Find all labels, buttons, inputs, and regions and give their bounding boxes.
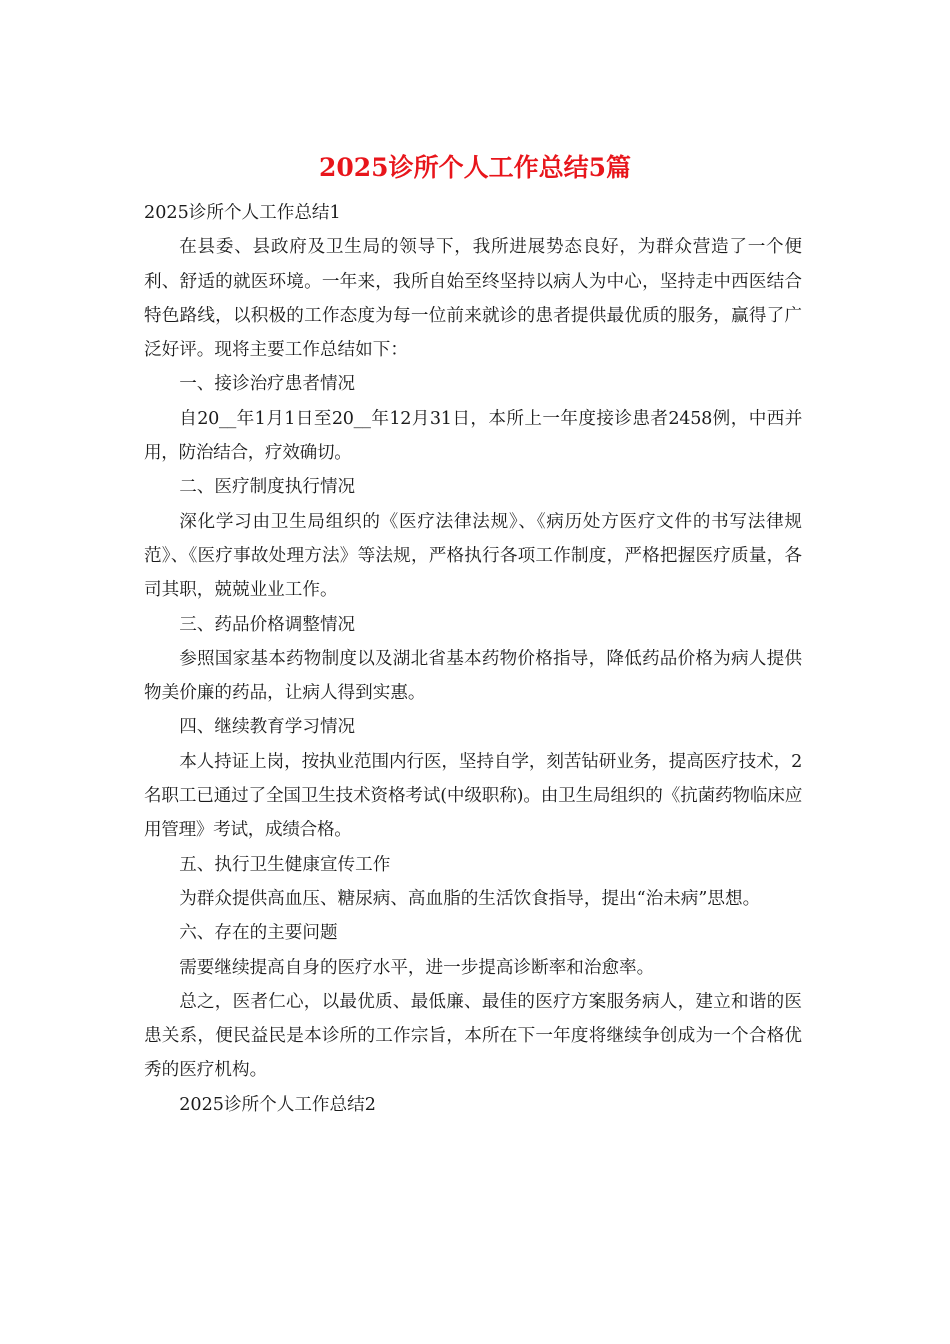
paragraph-patients: 自20__年1月1日至20__年12月31日，本所上一年度接诊患者2458例，中西并用，防治结合，疗效确切。 — [144, 408, 802, 464]
subheading-patients: 一、接诊治疗患者情况 — [179, 374, 356, 395]
paragraph-medical-system: 深化学习由卫生局组织的《医疗法律法规》、《病历处方医疗文件的书写法律规范》、《医疗事故处理方法》等法规，严格执行各项工作制度，严格把握医疗质量，各司其职，兢兢业业工作。 — [144, 511, 802, 601]
subheading-drug-prices: 三、药品价格调整情况 — [179, 614, 356, 635]
subheading-education: 四、继续教育学习情况 — [179, 717, 356, 738]
document-title: 2025诊所个人工作总结5篇 — [319, 153, 631, 182]
subheading-health-promotion: 五、执行卫生健康宣传工作 — [179, 854, 391, 875]
paragraph-problems: 需要继续提高自身的医疗水平，进一步提高诊断率和治愈率。 — [179, 957, 655, 978]
intro-paragraph: 在县委、县政府及卫生局的领导下，我所进展势态良好，为群众营造了一个便利、舒适的就医环境。一年来，我所自始至终坚持以病人为中心，坚持走中西医结合特色路线，以积极的工作态度为每一位前来就诊的患者提供最优质的服务，赢得了广泛好评。现将主要工作总结如下： — [144, 237, 802, 361]
section-heading-2: 2025诊所个人工作总结2 — [179, 1094, 376, 1115]
subheading-medical-system: 二、医疗制度执行情况 — [179, 477, 356, 498]
paragraph-drug-prices: 参照国家基本药物制度以及湖北省基本药物价格指导，降低药品价格为病人提供物美价廉的药品，让病人得到实惠。 — [144, 648, 802, 704]
paragraph-health-promotion: 为群众提供高血压、糖尿病、高血脂的生活饮食指导，提出“治未病”思想。 — [179, 888, 761, 909]
subheading-problems: 六、存在的主要问题 — [179, 923, 338, 944]
section-heading-1: 2025诊所个人工作总结1 — [144, 203, 341, 223]
document-body — [144, 196, 802, 1122]
paragraph-education: 本人持证上岗，按执业范围内行医，坚持自学，刻苦钻研业务，提高医疗技术，2名职工已通过了全国卫生技术资格考试(中级职称)。由卫生局组织的《抗菌药物临床应用管理》考试，成绩合格。 — [144, 751, 802, 841]
paragraph-conclusion: 总之，医者仁心，以最优质、最低廉、最佳的医疗方案服务病人，建立和谐的医患关系，便民益民是本诊所的工作宗旨，本所在下一年度将继续争创成为一个合格优秀的医疗机构。 — [144, 991, 802, 1081]
